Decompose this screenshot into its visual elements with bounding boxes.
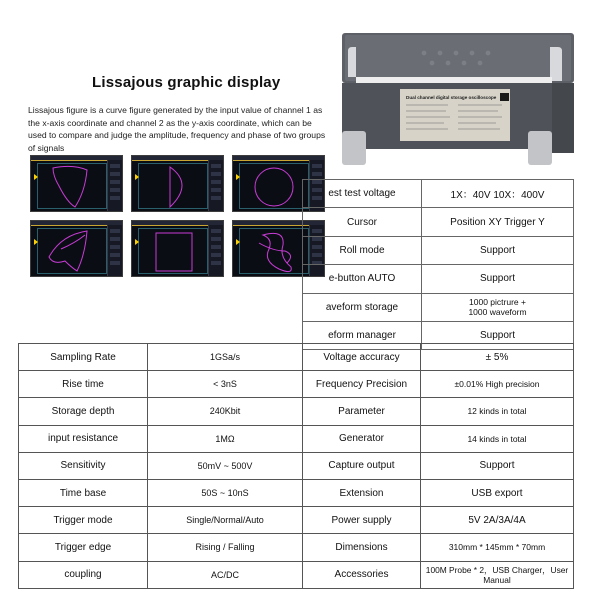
- spec-upper-key: eform manager: [303, 321, 422, 349]
- spec-main-value: USB export: [421, 479, 574, 506]
- spec-main-label: Power supply: [303, 507, 421, 534]
- spec-upper-key: Roll mode: [303, 236, 422, 264]
- spec-upper-key: e-button AUTO: [303, 265, 422, 293]
- spec-table-main: [18, 343, 574, 589]
- spec-main-value: 240Kbit: [148, 398, 303, 425]
- spec-main-label: Time base: [19, 479, 148, 506]
- spec-main-label: Sampling Rate: [19, 344, 148, 371]
- spec-main-label: Extension: [303, 479, 421, 506]
- spec-main-label: Frequency Precision: [303, 371, 421, 398]
- lissajous-screen-4: [30, 220, 123, 277]
- spec-upper-key: est test voltage: [303, 180, 422, 208]
- spec-main-value: 1MΩ: [148, 425, 303, 452]
- spec-main-value: 12 kinds in total: [421, 398, 574, 425]
- spec-main-value: AC/DC: [148, 561, 303, 588]
- lissajous-description: Lissajous figure is a curve figure generated by the input value of channel 1 as the x-axis coordinate and channel 2 as the y-axis coordinate, which can be used to compare and judge the amplitude, frequency and phase of two groups of signals: [28, 105, 326, 153]
- spec-main-row: [19, 398, 574, 425]
- spec-upper-value: 1X：40V 10X：400V: [422, 180, 574, 208]
- spec-main-label: Capture output: [303, 452, 421, 479]
- spec-main-value: Support: [421, 452, 574, 479]
- lissajous-title: Lissajous graphic display: [92, 74, 281, 91]
- spec-main-label: coupling: [19, 561, 148, 588]
- spec-main-value: Rising / Falling: [148, 534, 303, 561]
- spec-main-value: 50mV ~ 500V: [148, 452, 303, 479]
- spec-main-value: 100M Probe * 2，USB Charger，User Manual: [421, 561, 574, 588]
- spec-upper-row: [303, 265, 574, 293]
- spec-upper-value: Support: [422, 236, 574, 264]
- lissajous-trace-2: [132, 156, 224, 212]
- spec-main-label: input resistance: [19, 425, 148, 452]
- spec-upper-value: Support: [422, 265, 574, 293]
- spec-upper-value: Support: [422, 321, 574, 349]
- spec-main-value: ±0.01% High precision: [421, 371, 574, 398]
- spec-main-row: [19, 371, 574, 398]
- spec-main-label: Parameter: [303, 398, 421, 425]
- spec-upper-value: 1000 pictrure + 1000 waveform: [422, 293, 574, 321]
- spec-main-value: 14 kinds in total: [421, 425, 574, 452]
- spec-main-value: Single/Normal/Auto: [148, 507, 303, 534]
- spec-main-label: Rise time: [19, 371, 148, 398]
- lissajous-screen-1: [30, 155, 123, 212]
- spec-main-row: [19, 534, 574, 561]
- spec-main-value: 50S ~ 10nS: [148, 479, 303, 506]
- lissajous-trace-4: [31, 221, 123, 277]
- spec-main-row: [19, 479, 574, 506]
- spec-main-row: [19, 344, 574, 371]
- spec-main-label: Dimensions: [303, 534, 421, 561]
- spec-main-value: < 3nS: [148, 371, 303, 398]
- lissajous-screen-5: [131, 220, 224, 277]
- spec-upper-row: [303, 208, 574, 236]
- spec-main-value: ± 5%: [421, 344, 574, 371]
- spec-main-label: Sensitivity: [19, 452, 148, 479]
- spec-main-label: Generator: [303, 425, 421, 452]
- spec-main-label: Storage depth: [19, 398, 148, 425]
- spec-main-label: Accessories: [303, 561, 421, 588]
- oscilloscope-device-image: [342, 33, 574, 165]
- spec-main-label: Voltage accuracy: [303, 344, 421, 371]
- spec-main-row: [19, 561, 574, 588]
- spec-main-value: 5V 2A/3A/4A: [421, 507, 574, 534]
- spec-upper-key: aveform storage: [303, 293, 422, 321]
- spec-upper-key: Cursor: [303, 208, 422, 236]
- lissajous-trace-5: [132, 221, 224, 277]
- lissajous-trace-1: [31, 156, 123, 212]
- spec-upper-row: [303, 180, 574, 208]
- spec-upper-row: [303, 293, 574, 321]
- device-label-text: Dual channel digital storage oscilloscope: [406, 95, 497, 100]
- spec-main-label: Trigger edge: [19, 534, 148, 561]
- spec-main-row: [19, 452, 574, 479]
- spec-main-label: Trigger mode: [19, 507, 148, 534]
- lissajous-screenshots: [30, 155, 325, 277]
- spec-main-row: [19, 507, 574, 534]
- lissajous-screen-2: [131, 155, 224, 212]
- spec-main-value: 310mm * 145mm * 70mm: [421, 534, 574, 561]
- spec-upper-value: Position XY Trigger Y: [422, 208, 574, 236]
- spec-main-value: 1GSa/s: [148, 344, 303, 371]
- spec-upper-row: [303, 236, 574, 264]
- spec-table-upper: [302, 179, 574, 350]
- spec-main-row: [19, 425, 574, 452]
